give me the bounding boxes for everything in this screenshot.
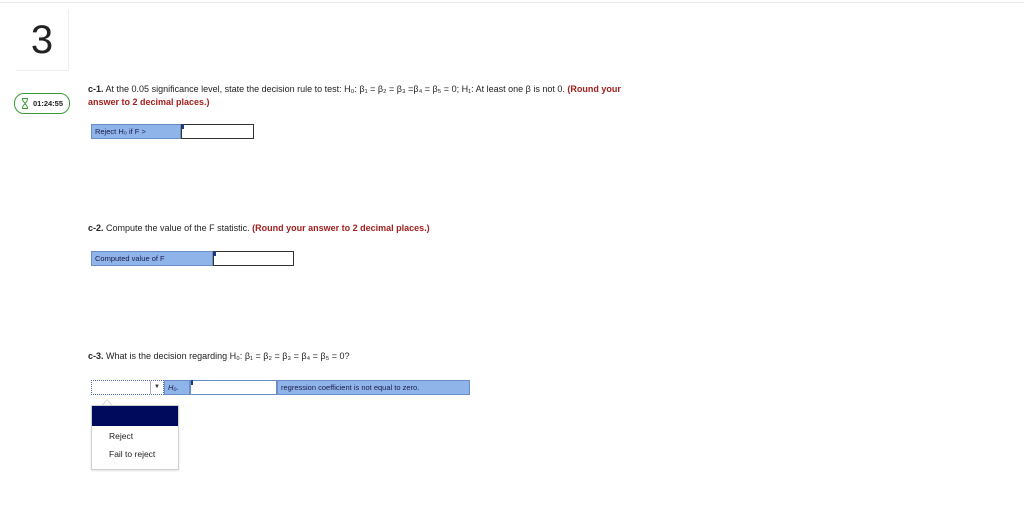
timer-badge (14, 93, 70, 114)
c1-prefix: c-1. (88, 84, 104, 94)
c2-text: Compute the value of the F statistic. (106, 223, 250, 233)
flag-icon (191, 380, 193, 385)
c3-dropdown-menu (91, 405, 179, 470)
c1-round-note-b: answer to 2 decimal places.) (88, 97, 210, 107)
c3-trailing-text: regression coefficient is not equal to zero. (277, 380, 470, 395)
c2-prefix: c-2. (88, 223, 104, 233)
c1-answer-row (91, 124, 254, 139)
c3-h0-label: H₀. (164, 380, 190, 395)
c2-round-note: (Round your answer to 2 decimal places.) (252, 223, 430, 233)
c3-decision-select[interactable] (91, 380, 164, 395)
flag-icon (214, 251, 216, 256)
c1-label: Reject H₀ if F > (91, 124, 181, 139)
c3-text: What is the decision regarding H₀: β₁ = β₂ = β₃ = β₄ = β₅ = 0? (106, 351, 350, 361)
timer-value: 01:24:55 (33, 99, 64, 108)
dropdown-option-reject[interactable]: Reject (109, 431, 134, 441)
c2-label: Computed value of F (91, 251, 213, 266)
c2-answer-row (91, 251, 294, 266)
question-c1 (88, 83, 728, 109)
question-c2 (88, 222, 728, 235)
c3-blank-input[interactable] (190, 380, 277, 395)
c2-answer-input[interactable] (213, 251, 294, 266)
dropdown-option-fail-to-reject[interactable]: Fail to reject (109, 449, 156, 459)
c1-round-note-a: (Round your (567, 84, 621, 94)
c1-text: At the 0.05 significance level, state the decision rule to test: H₀: β₁ = β₂ = β₃ =β₄ = β₅ = 0; H₁: At least one β is not 0. (105, 84, 565, 94)
c3-prefix: c-3. (88, 351, 104, 361)
flag-icon (182, 124, 184, 129)
top-divider (0, 2, 1024, 3)
dropdown-highlight[interactable] (92, 406, 178, 426)
question-number: 3 (16, 10, 69, 71)
hourglass-icon (21, 98, 29, 109)
question-c3 (88, 350, 728, 363)
chevron-down-icon[interactable]: ▼ (150, 381, 163, 394)
c1-answer-input[interactable] (181, 124, 254, 139)
c3-answer-row (164, 380, 470, 395)
